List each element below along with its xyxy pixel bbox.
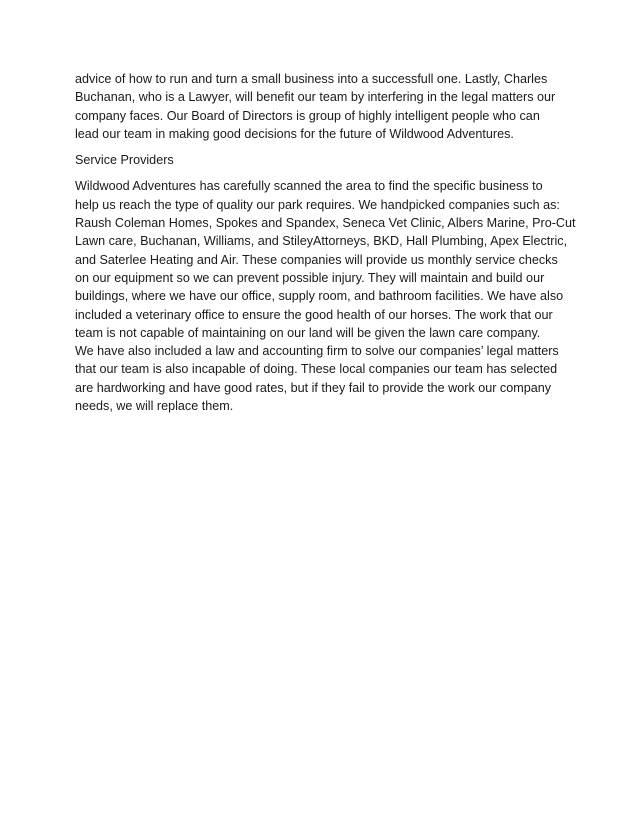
text-line: are hardworking and have good rates, but if they fail to provide the work our company — [75, 380, 552, 395]
text-line: lead our team in making good decisions for the future of Wildwood Adventures. — [75, 126, 514, 141]
text-line: team is not capable of maintaining on our land will be given the lawn care company. — [75, 325, 541, 340]
section-heading-service-providers: Service Providers — [75, 153, 174, 168]
text-line: help us reach the type of quality our park requires. We handpicked companies such as: — [75, 197, 560, 212]
text-line: included a veterinary office to ensure the good health of our horses. The work that our — [75, 307, 553, 322]
paragraph-board-of-directors — [75, 70, 575, 143]
text-line: Wildwood Adventures has carefully scanned the area to find the specific business to — [75, 179, 543, 194]
text-line: Buchanan, who is a Lawyer, will benefit our team by interfering in the legal matters our — [75, 90, 556, 105]
text-line: We have also included a law and accounting firm to solve our companies’ legal matters — [75, 344, 559, 359]
text-line: Raush Coleman Homes, Spokes and Spandex, Seneca Vet Clinic, Albers Marine, Pro-Cut — [75, 216, 576, 231]
text-line: company faces. Our Board of Directors is group of highly intelligent people who can — [75, 108, 540, 123]
paragraph-service-providers — [75, 177, 575, 415]
text-line: that our team is also incapable of doing. These local companies our team has selected — [75, 362, 558, 377]
text-line: Lawn care, Buchanan, Williams, and StileyAttorneys, BKD, Hall Plumbing, Apex Electric, — [75, 234, 568, 249]
text-line: advice of how to run and turn a small business into a successfull one. Lastly, Charles — [75, 72, 548, 86]
text-line: on our equipment so we can prevent possible injury. They will maintain and build our — [75, 270, 545, 285]
text-line: needs, we will replace them. — [75, 399, 234, 414]
document-body — [75, 70, 575, 415]
text-line: buildings, where we have our office, supply room, and bathroom facilities. We have also — [75, 289, 564, 304]
text-line: and Saterlee Heating and Air. These companies will provide us monthly service checks — [75, 252, 558, 267]
